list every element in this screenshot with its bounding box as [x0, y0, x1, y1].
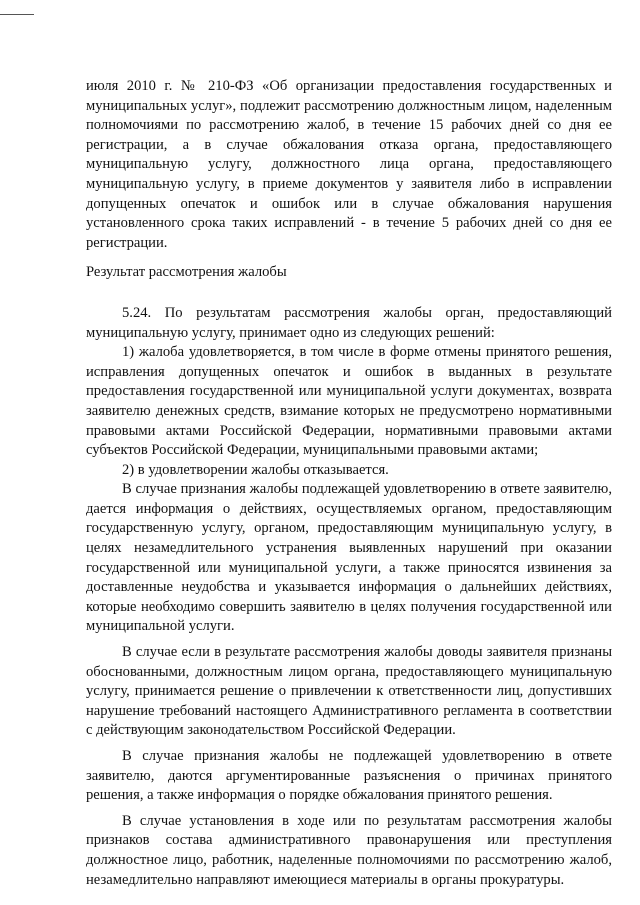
paragraph-recognized: В случае признания жалобы подлежащей удовлетворению в ответе заявителю, дается информация о действиях, осуществляемых органом, предоставляющим государственную услугу, органом, предоставляющим муниципальную услугу, в целях незамедлительного устранения выявленных нарушений при оказании государственной или муниципальной услуги, а также приносятся извинения за доставленные неудобства и указывается информация о дальнейших действиях, которые необходимо совершить заявителю в целях получения государственной или муниципальной услуги.	[86, 481, 612, 635]
scan-corner-mark	[0, 14, 34, 15]
list-item-2: 2) в удовлетворении жалобы отказывается.	[122, 461, 389, 478]
paragraph-rejected: В случае признания жалобы не подлежащей удовлетворению в ответе заявителю, даются аргументированные разъяснения о причинах принятого решения, а также информация о порядке обжалования принятого решения.	[86, 748, 612, 804]
section-heading: Результат рассмотрения жалобы	[86, 264, 287, 281]
paragraph-violation: В случае установления в ходе или по результатам рассмотрения жалобы признаков состава административного правонарушения или преступления должностное лицо, работник, наделенные полномочиями по рассмотрению жалоб, незамедлительно направляют имеющиеся материалы в органы прокуратуры.	[86, 812, 612, 888]
intro-paragraph: июля 2010 г. № 210-ФЗ «Об организации предоставления государственных и муниципальных услуг», подлежит рассмотрению должностным лицом, наделенным полномочиями по рассмотрению жалоб, в течение 15 рабочих дней со дня ее регистрации, а в случае обжалования отказа органа, предоставляющего муниципальную услугу, должностного лица органа, предоставляющего муниципальную услугу, в приеме документов у заявителя либо в исправлении допущенных опечаток и ошибок или в случае обжалования нарушения установленного срока таких исправлений - в течение 5 рабочих дней со дня ее регистрации.	[86, 78, 612, 251]
paragraph-5-24: 5.24. По результатам рассмотрения жалобы орган, предоставляющий муниципальную услугу, принимает одно из следующих решений:	[86, 304, 612, 341]
paragraph-justified: В случае если в результате рассмотрения жалобы доводы заявителя признаны обоснованными, должностным лицом органа, предоставляющего муниципальную услугу, принимается решение о привлечении к ответственности лиц, допустивших нарушение требований настоящего Административного регламента в соответствии с действующим законодательством Российской Федерации.	[86, 644, 612, 739]
document-page	[86, 77, 612, 890]
list-item-1: 1) жалоба удовлетворяется, в том числе в форме отмены принятого решения, исправления допущенных опечаток и ошибок в выданных в результате предоставления государственной или муниципальной услуги документах, возврата заявителю денежных средств, взимание которых не предусмотрено нормативными правовыми актами Российской Федерации, нормативными правовыми актами субъектов Российской Федерации, муниципальными правовыми актами;	[86, 344, 612, 459]
